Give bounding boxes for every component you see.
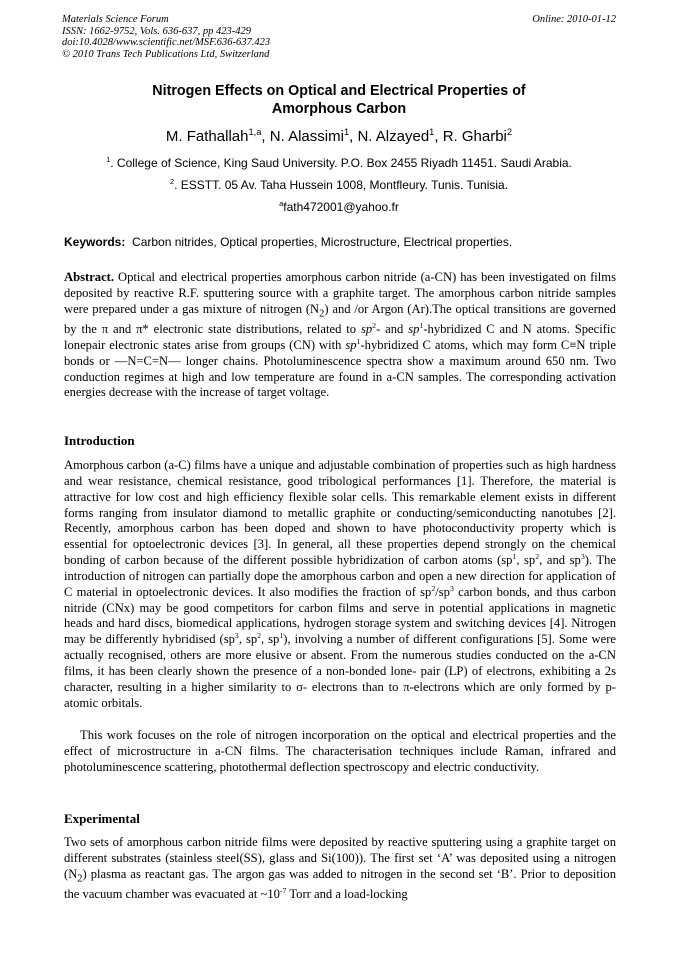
abstract-italic: sp — [360, 322, 373, 337]
body-text: Torr and a load-locking — [286, 887, 408, 902]
keywords-label: Keywords: — [64, 235, 126, 249]
body-text: , and sp — [539, 553, 581, 568]
aff-number: 1 — [106, 155, 111, 164]
superscript: 3 — [580, 551, 585, 561]
superscript: 1 — [419, 320, 424, 330]
title-line-1: Nitrogen Effects on Optical and Electrical Properties of — [152, 83, 526, 99]
author-name: N. Alzayed — [357, 128, 430, 145]
copyright-line: © 2010 Trans Tech Publications Ltd, Switzerland — [62, 48, 270, 60]
superscript: -7 — [279, 885, 287, 895]
author-name: M. Fathallah — [165, 128, 249, 145]
email-text: fath472001@yahoo.fr — [283, 200, 399, 214]
body-text: ) plasma as reactant gas. The argon gas was added to nitrogen in the second set ‘B’. Prior to deposition the vacuum chamber was evacuated at ~10 — [64, 866, 616, 902]
author-name: N. Alassimi — [269, 128, 344, 145]
abstract-text: Optical and electrical properties amorphous carbon nitride (a-CN) has been investigated on films deposited by reactive R.F. sputtering source with a graphite target. The amorphous carbon nitride samples were prepared under a gas mixture of nitrogen (N — [64, 270, 616, 316]
author-sup: 1 — [429, 127, 435, 137]
body-text: ), involving a number of different configurations [5]. Some were actually recognised, others are more elusive or absent. From the numerous studies conducted on the a-CN films, it has been clearly shown the presence of a non-bonded lone- pair (LP) of electrons, exhibiting a 2s character, resulting in a higher similarity to σ- electrons than to π-electrons which are only formed by p-atomic orbitals. — [64, 632, 616, 710]
author-list — [62, 128, 616, 145]
introduction-heading: Introduction — [64, 433, 135, 448]
keywords — [64, 235, 616, 249]
body-text: , sp — [238, 632, 258, 647]
affiliation-1 — [62, 156, 616, 170]
author-name: R. Gharbi — [442, 128, 507, 145]
journal-header — [62, 14, 270, 60]
abstract-text: ) and /or Argon (Ar).The optical transitions are governed by the π and π* electronic state distributions, related to — [64, 301, 616, 337]
superscript: 2 — [431, 583, 436, 593]
journal-name: Materials Science Forum — [62, 14, 169, 25]
superscript: 1 — [512, 551, 517, 561]
aff-text: . ESSTT. 05 Av. Taha Hussein 1008, Montfleury. Tunis. Tunisia. — [174, 178, 509, 192]
email-sup: a — [279, 199, 284, 208]
abstract-italic: sp — [408, 322, 420, 337]
abstract-italic: sp — [345, 337, 357, 352]
abstract-text: -hybridized C atoms, which may form C≡N triple bonds or —N=C=N— longer chains. Photoluminescence spectra show a maximum around 650 nm. Two conduction regimes at high and low temperature are found in a-CN samples. The corresponding activation energies decrease with the increase of target voltage. — [64, 337, 616, 400]
author-sep: , — [261, 128, 270, 145]
abstract — [64, 270, 616, 401]
superscript: 2 — [372, 320, 377, 330]
superscript: 2 — [257, 631, 262, 641]
body-text: Amorphous carbon (a-C) films have a unique and adjustable combination of properties such as high hardness and wear resistance, chemical resistance, good tribological performances [1]. Therefore, the material is attractive for low cost and high efficiency flexible solar cells. This remarkable element exists in different forms ranging from insulator diamond to metallic graphite or conducting/semiconducting nanotubes [2]. Recently, amorphous carbon has been doped and shown to have photoconductivity property which is essential for optoelectronic devices [3]. In general, all these properties depend strongly on the chemical bonding of carbon because of the different possible hybridization of carbon atoms (sp — [64, 458, 616, 568]
body-text: ). The introduction of nitrogen can partially dope the amorphous carbon and open a new direction for application of C material in optoelectronic devices. It also modifies the fraction of sp — [64, 553, 616, 599]
body-text: Two sets of amorphous carbon nitride films were deposited by reactive sputtering using a graphite target on different substrates (stainless steel(SS), glass and Si(100)). The first set ‘A’ was deposited using a nitrogen (N — [64, 835, 616, 881]
author-email — [62, 200, 616, 214]
introduction-paragraph-2: This work focuses on the role of nitrogen incorporation on the optical and electrical properties and the effect of microstructure in a-CN films. The characterisation techniques include Raman, infrared and photoluminescence scattering, photothermal deflection spectroscopy and electric conductivity. — [64, 728, 616, 774]
author-sup: 1 — [343, 127, 350, 137]
author-sep: , — [349, 128, 358, 145]
affiliation-2 — [62, 178, 616, 192]
superscript: 2 — [535, 551, 540, 561]
abstract-label: Abstract. — [64, 270, 115, 284]
body-text: , sp — [516, 553, 536, 568]
introduction-paragraph-1 — [64, 458, 616, 712]
body-text: carbon bonds, and thus carbon nitride (CNx) may be good competitors for carbon films and serve in potential applications in magnetic heads and hard discs, biomedical applications, hydrogen storage system and switching devices [4]. Nitrogen may be differently hybridised (sp — [64, 584, 617, 647]
title-line-2: Amorphous Carbon — [271, 101, 407, 117]
doi-line: doi:10.4028/www.scientific.net/MSF.636-637.423 — [62, 37, 271, 49]
issn-line: ISSN: 1662-9752, Vols. 636-637, pp 423-429 — [62, 25, 251, 37]
author-sep: , — [434, 128, 443, 145]
superscript: 1 — [279, 631, 284, 641]
keywords-text: Carbon nitrides, Optical properties, Microstructure, Electrical properties. — [132, 235, 513, 249]
subscript: 2 — [319, 308, 325, 320]
superscript: 1 — [356, 336, 361, 346]
experimental-heading: Experimental — [64, 811, 140, 826]
author-sup: 2 — [506, 127, 513, 137]
body-text: , sp — [261, 632, 280, 647]
aff-number: 2 — [169, 177, 175, 186]
experimental-paragraph — [64, 835, 616, 903]
superscript: 3 — [234, 631, 239, 641]
paper-title — [62, 82, 616, 118]
aff-text: . College of Science, King Saud University. P.O. Box 2455 Riyadh 11451. Saudi Arabia. — [110, 156, 572, 170]
abstract-text: - and — [376, 322, 409, 337]
superscript: 3 — [449, 583, 454, 593]
subscript: 2 — [77, 873, 83, 885]
body-text: /sp — [435, 584, 450, 599]
abstract-text: -hybridized C and N atoms. Specific lonepair electronic states arise from groups (CN) with — [64, 322, 616, 352]
online-date: Online: 2010-01-12 — [532, 14, 616, 25]
author-sup: 1,a — [248, 127, 262, 137]
